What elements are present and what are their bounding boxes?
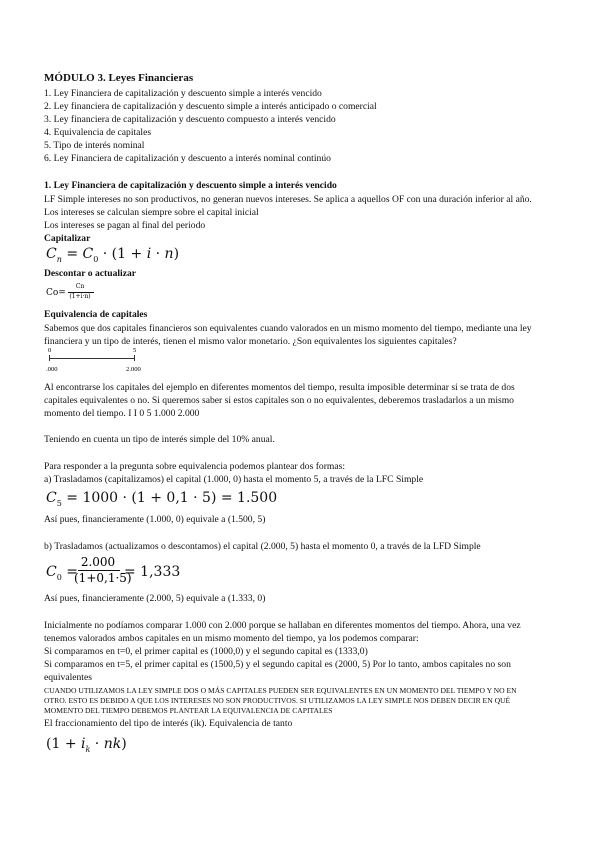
paragraph-a: a) Trasladamos (capitalizamos) el capital (1.000, 0) hasta el momento 5, a través de la LFC Simple xyxy=(44,474,424,485)
paragraph-b: b) Trasladamos (actualizamos o descontamos) el capital (2.000, 5) hasta el momento 0, a través de la LFD Simple xyxy=(44,541,481,552)
index-item-6: 6. Ley Financiera de capitalización y descuento a interés nominal continúo xyxy=(44,153,331,164)
paragraph: Inicialmente no podíamos comparar 1.000 con 2.000 porque se hallaban en diferentes momentos del tiempo. Ahora, una vez xyxy=(44,620,521,631)
caps-note-3: MOMENTO DEL TIEMPO DEBEMOS PLANTEAR LA EQUIVALENCIA DE CAPITALES xyxy=(44,706,333,715)
paragraph: Al encontrarse los capitales del ejemplo en diferentes momentos del tiempo, resulta imposible determinar si se trata de dos xyxy=(44,382,515,393)
formula-k: $(1 + i_k \cdot nk)$ xyxy=(46,736,127,754)
paragraph: capitales equivalentes o no. Si queremos saber si estos capitales son o no equivalentes, deberemos trasladarlos a un mismo xyxy=(44,395,514,406)
formula-capitalizar: $C_n = C_0 \cdot (1 + i \cdot n)$ xyxy=(46,246,180,264)
subheading-capitalizar: Capitalizar xyxy=(44,233,91,244)
paragraph: equivalentes xyxy=(44,672,92,683)
paragraph: tenemos valorados ambos capitales en un mismo momento del tiempo, ya los podemos comparar: xyxy=(44,633,419,644)
paragraph: El fraccionamiento del tipo de interés (ik). Equivalencia de tanto xyxy=(44,718,293,729)
section-heading: 1. Ley Financiera de capitalización y descuento simple a interés vencido xyxy=(44,180,337,191)
paragraph: Teniendo en cuenta un tipo de interés simple del 10% anual. xyxy=(44,434,275,445)
module-title: MÓDULO 3. Leyes Financieras xyxy=(44,72,194,84)
paragraph: Si comparamos en t=5, el primer capital es (1500,5) y el segundo capital es (2000, 5) Por lo tanto, ambos capitales no son xyxy=(44,659,511,670)
caps-note-1: CUANDO UTILIZAMOS LA LEY SIMPLE DOS O MÁS CAPITALES PUEDEN SER EQUIVALENTES EN UN MOMENTO DEL TIEMPO Y NO EN xyxy=(44,686,517,695)
result-a: Así pues, financieramente (1.000, 0) equivale a (1.500, 5) xyxy=(44,514,266,525)
index-item-1: 1. Ley Financiera de capitalización y descuento simple a interés vencido xyxy=(44,88,322,99)
index-item-2: 2. Ley financiera de capitalización y descuento simple a interés anticipado o comercial xyxy=(44,101,377,112)
paragraph: Los intereses se calculan siempre sobre el capital inicial xyxy=(44,207,259,218)
index-item-3: 3. Ley financiera de capitalización y descuento compuesto a interés vencido xyxy=(44,114,336,125)
subheading-descontar: Descontar o actualizar xyxy=(44,268,137,279)
paragraph: Si comparamos en t=0, el primer capital es (1000,0) y el segundo capital es (1333,0) xyxy=(44,646,368,657)
index-item-5: 5. Tipo de interés nominal xyxy=(44,140,145,151)
result-b: Así pues, financieramente (2.000, 5) equivale a (1.333, 0) xyxy=(44,593,266,604)
paragraph: financiera y un tipo de interés, tienen el mismo valor monetario. ¿Son equivalentes los siguientes capitales? xyxy=(44,336,457,347)
paragraph: Los intereses se pagan al final del periodo xyxy=(44,220,206,231)
timeline-diagram: 0 5 .000 2.000 xyxy=(46,347,141,373)
document-page: MÓDULO 3. Leyes Financieras 1. Ley Financiera de capitalización y descuento simple a interés vencido 2. Ley financiera de capitalización y descuento simple a interés anticipado o comercial 3. Ley financiera de capitalización y descuento compuesto a interés vencido 4. Equivalencia de capitales 5. Tipo de interés nominal 6. Ley Financiera de capitalización y descuento a interés nominal continúo 1. Ley Financiera de capitalización y descuento simple a interés vencido LF Simple intereses no son productivos, no generan nuevos intereses. Se aplica a aquellos OF con una duración inferior al año. Los intereses se calculan siempre sobre el capital inicial Los intereses se pagan al final del periodo Capitalizar $C_n = C_0 \cdot (1 + i \cdot n)$ Descontar o actualizar Co= Cn (1+i·n) Equivalencia de capitales Sabemos que dos capitales financieros son equivalentes cuando valorados en un mismo momento del tiempo, mediante una ley financiera y un tipo de interés, tienen el mismo valor monetario. ¿Son equivalentes los siguientes capitales? 0 5 .000 2.000 Al encontrarse los capitales del ejemplo en diferentes momentos del tiempo, resulta imposible determinar si se trata de dos capitales equivalentes o no. Si queremos saber si estos capitales son o no equivalentes, deberemos trasladarlos a un mismo momento del tiempo. I I 0 5 1.000 2.000 Teniendo en cuenta un tipo de interés simple del 10% anual. Para responder a la pregunta sobre equivalencia podemos plantear dos formas: a) Trasladamos (capitalizamos) el capital (1.000, 0) hasta el momento 5, a través de la LFC Simple $C_5 = 1000 \cdot (1 + 0,1 \cdot 5) = 1.500$ Así pues, financieramente (1.000, 0) equivale a (1.500, 5) b) Trasladamos (actualizamos o descontamos) el capital (2.000, 5) hasta el momento 0, a través de la LFD Simple $C_0$ = 2.000 (1+0,1·5) = 1,333 Así pues, financieramente (2.000, 5) equivale a (1.333, 0) Inicialmente no podíamos comparar 1.000 con 2.000 porque se hallaban en diferentes momentos del tiempo. Ahora, una vez tenemos valorados ambos capitales en un mismo momento del tiempo, ya los podemos comparar: Si comparamos en t=0, el primer capital es (1000,0) y el segundo capital es (1333,0) Si comparamos en t=5, el primer capital es (1500,5) y el segundo capital es (2000, 5) Por lo tanto, ambos capitales no son equivalentes CUANDO UTILIZAMOS LA LEY SIMPLE DOS O MÁS CAPITALES PUEDEN SER EQUIVALENTES EN UN MOMENTO DEL TIEMPO Y NO EN OTRO. ESTO ES DEBIDO A QUE LOS INTERESES NO SON PRODUCTIVOS. SI UTILIZAMOS LA LEY SIMPLE NOS DEBEN DECIR EN QUÉ MOMENTO DEL TIEMPO DEBEMOS PLANTEAR LA EQUIVALENCIA DE CAPITALES El fraccionamiento del tipo de interés (ik). Equivalencia de tanto $(1 + i_k \cdot nk)$ xyxy=(0,0,600,848)
subheading-equivalencia: Equivalencia de capitales xyxy=(44,309,148,320)
paragraph: LF Simple intereses no son productivos, no generan nuevos intereses. Se aplica a aquellos OF con una duración inferior al año. xyxy=(44,194,532,205)
caps-note-2: OTRO. ESTO ES DEBIDO A QUE LOS INTERESES NO SON PRODUCTIVOS. SI UTILIZAMOS LA LEY SIMPLE NOS DEBEN DECIR EN QUÉ xyxy=(44,696,511,705)
paragraph: Sabemos que dos capitales financieros son equivalentes cuando valorados en un mismo momento del tiempo, mediante una ley xyxy=(44,323,532,334)
paragraph: Para responder a la pregunta sobre equivalencia podemos plantear dos formas: xyxy=(44,461,346,472)
formula-a: $C_5 = 1000 \cdot (1 + 0,1 \cdot 5) = 1.500$ xyxy=(46,490,278,508)
paragraph: momento del tiempo. I I 0 5 1.000 2.000 xyxy=(44,408,200,419)
index-item-4: 4. Equivalencia de capitales xyxy=(44,127,152,138)
